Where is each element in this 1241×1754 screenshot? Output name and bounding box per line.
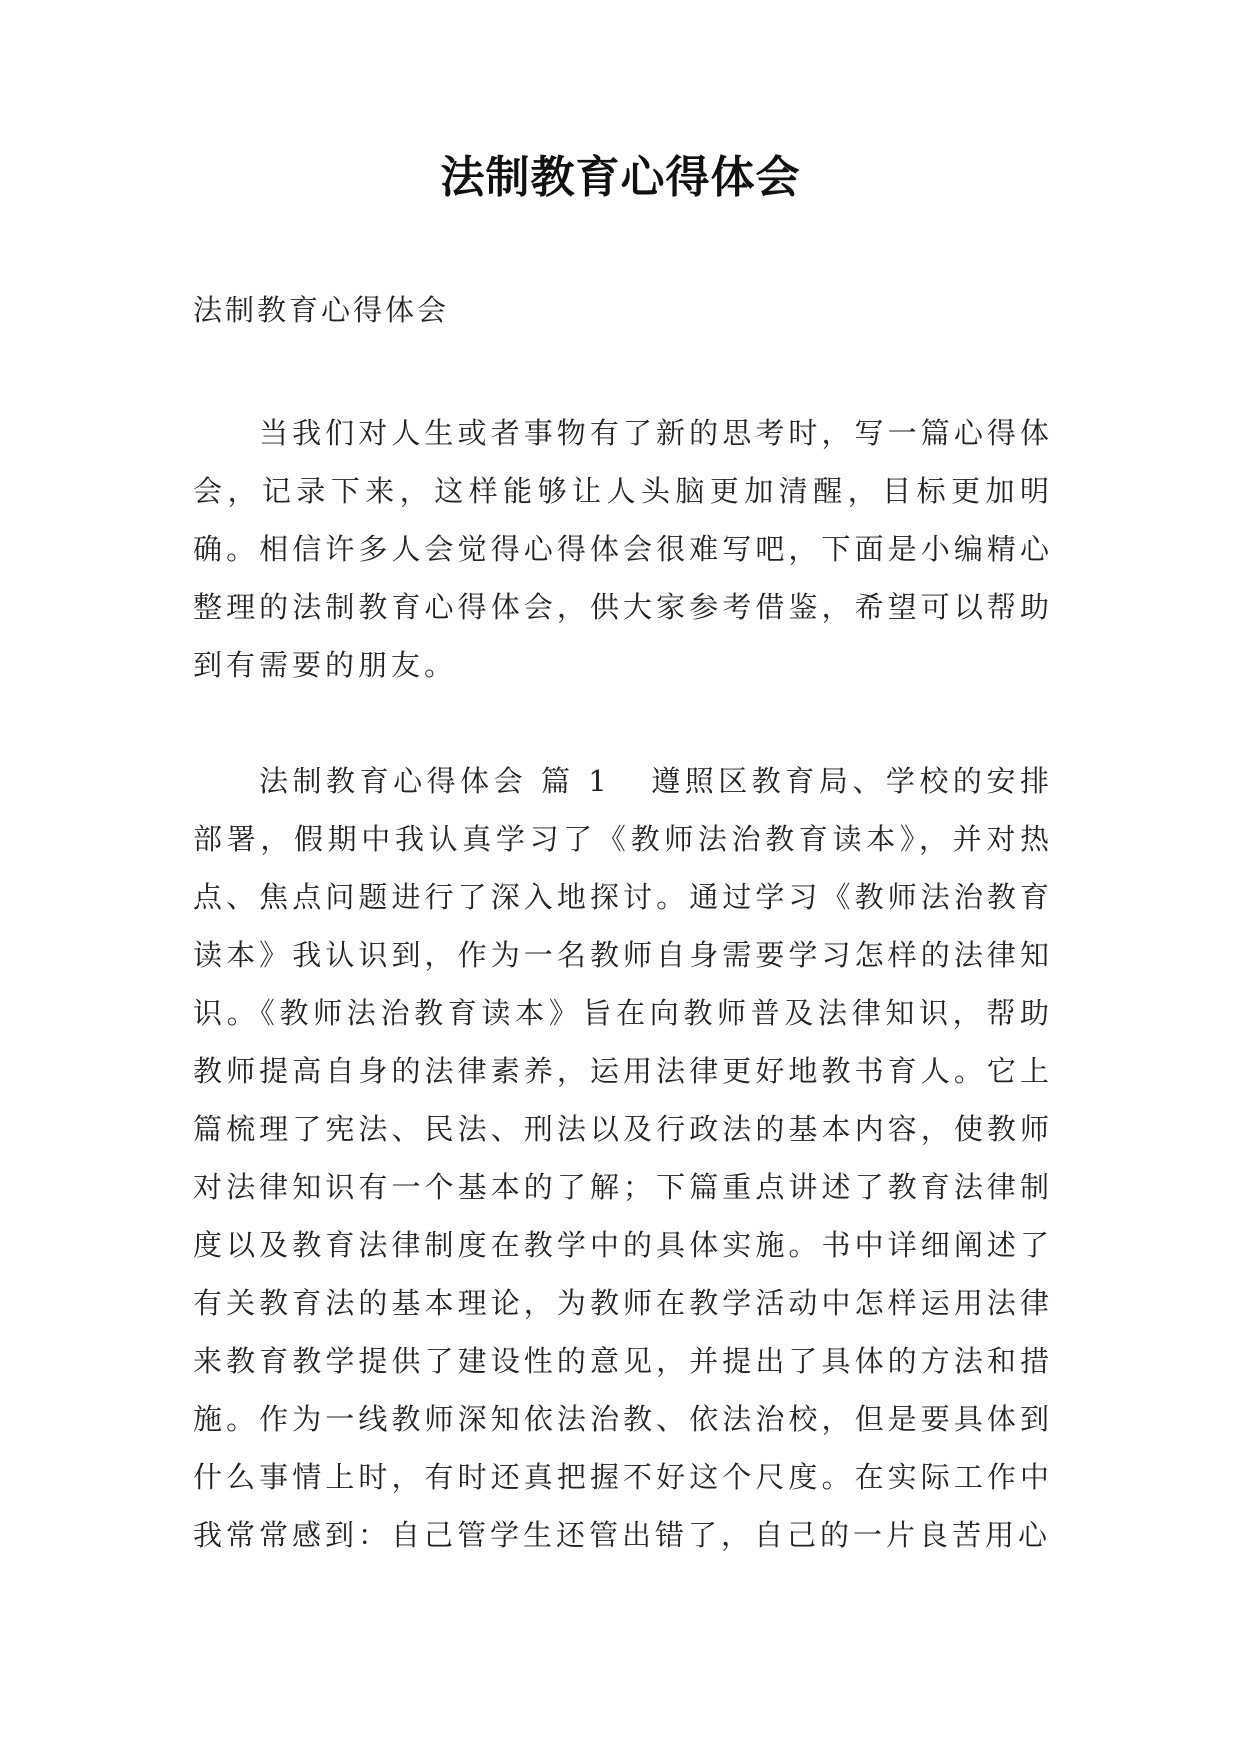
document-title: 法制教育心得体会 [440, 152, 801, 203]
section-1-paragraph [193, 752, 1053, 1564]
section-1-body: 遵照区教育局、学校的安排部署，假期中我认真学习了《教师法治教育读本》，并对热点、焦点问题进行了深入地探讨。通过学习《教师法治教育读本》我认识到，作为一名教师自身需要学习怎样的法律知识。《教师法治教育读本》旨在向教师普及法律知识，帮助教师提高自身的法律素养，运用法律更好地教书育人。它上篇梳理了宪法、民法、刑法以及行政法的基本内容，使教师对法律知识有一个基本的了解；下篇重点讲述了教育法律制度以及教育法律制度在教学中的具体实施。书中详细阐述了有关教育法的基本理论，为教师在教学活动中怎样运用法律来教育教学提供了建设性的意见，并提出了具体的方法和措施。作为一线教师深知依法治教、依法治校，但是要具体到什么事情上时，有时还真把握不好这个尺度。在实际工作中我常常感到：自己管学生还管出错了，自己的一片良苦用心 [193, 764, 1053, 1552]
section-1-label: 法制教育心得体会 篇 1 [259, 764, 611, 798]
intro-paragraph: 当我们对人生或者事物有了新的思考时，写一篇心得体会，记录下来，这样能够让人头脑更加清醒，目标更加明确。相信许多人会觉得心得体会很难写吧，下面是小编精心整理的法制教育心得体会，供大家参考借鉴，希望可以帮助到有需要的朋友。 [193, 416, 1053, 682]
document-subtitle: 法制教育心得体会 [193, 293, 450, 327]
